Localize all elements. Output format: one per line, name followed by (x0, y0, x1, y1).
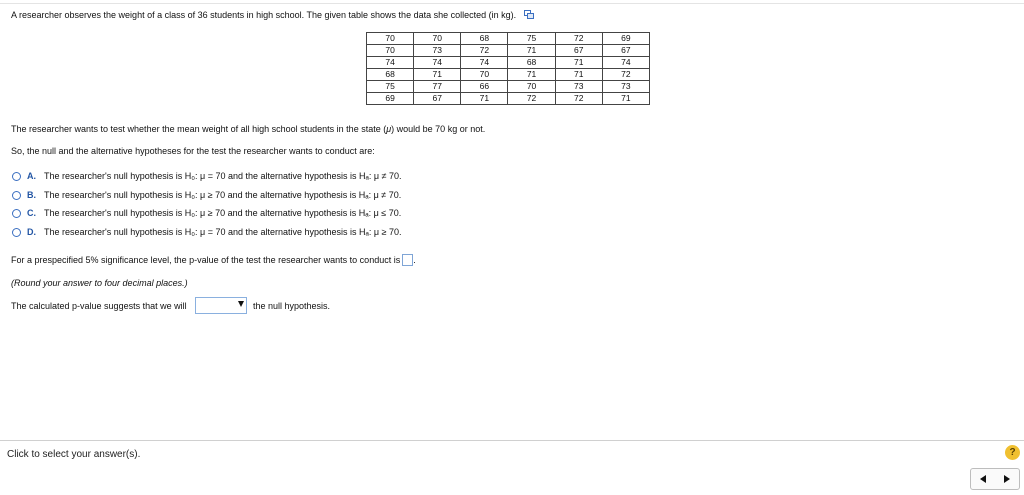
table-cell: 73 (602, 81, 649, 93)
table-cell: 74 (414, 57, 461, 69)
table-cell: 73 (414, 45, 461, 57)
answer-option-d[interactable] (12, 227, 402, 237)
table-row (367, 93, 650, 105)
table-cell: 68 (461, 33, 508, 45)
status-text: Click to select your answer(s). (7, 449, 141, 460)
table-row (367, 33, 650, 45)
previous-button[interactable] (973, 470, 993, 488)
table-cell: 74 (367, 57, 414, 69)
table-cell: 68 (367, 69, 414, 81)
test-description: The researcher wants to test whether the mean weight of all high school students in the state (μ) would be 70 kg or not. (11, 124, 486, 134)
table-cell: 71 (414, 69, 461, 81)
table-cell: 72 (555, 93, 602, 105)
table-cell: 70 (367, 33, 414, 45)
pvalue-input[interactable] (402, 254, 413, 266)
next-button[interactable] (997, 470, 1017, 488)
table-cell: 70 (414, 33, 461, 45)
table-row (367, 57, 650, 69)
left-arrow-icon (980, 475, 986, 483)
table-cell: 72 (461, 45, 508, 57)
option-letter: A. (27, 171, 36, 181)
option-letter: C. (27, 208, 36, 218)
option-text: The researcher's null hypothesis is H₀: μ = 70 and the alternative hypothesis is Hₐ: μ ≠ 70. (44, 171, 402, 181)
table-cell: 67 (414, 93, 461, 105)
right-arrow-icon (1004, 475, 1010, 483)
table-cell: 71 (461, 93, 508, 105)
radio-button[interactable] (12, 172, 21, 181)
table-row (367, 69, 650, 81)
table-cell: 70 (508, 81, 555, 93)
table-cell: 71 (602, 93, 649, 105)
table-cell: 68 (508, 57, 555, 69)
intro-sentence: A researcher observes the weight of a class of 36 students in high school. The given table shows the data she collected (in kg). (11, 10, 517, 20)
suggest-text-end: the null hypothesis. (253, 301, 331, 311)
round-note: (Round your answer to four decimal places.) (11, 278, 188, 288)
table-cell: 74 (461, 57, 508, 69)
intro-text (11, 10, 534, 21)
pvalue-prompt: For a prespecified 5% significance level, the p-value of the test the researcher wants to conduct is . (11, 255, 416, 265)
table-cell: 72 (602, 69, 649, 81)
table-cell: 71 (508, 45, 555, 57)
table-cell: 71 (508, 69, 555, 81)
suggest-text: The calculated p-value suggests that we will (11, 301, 187, 311)
table-cell: 70 (461, 69, 508, 81)
table-row (367, 45, 650, 57)
option-text: The researcher's null hypothesis is H₀: μ = 70 and the alternative hypothesis is Hₐ: μ ≥ 70. (44, 227, 402, 237)
table-cell: 70 (367, 45, 414, 57)
answer-option-c[interactable] (12, 208, 401, 218)
navigation-arrows (970, 468, 1020, 490)
table-cell: 75 (367, 81, 414, 93)
radio-button[interactable] (12, 191, 21, 200)
table-cell: 69 (367, 93, 414, 105)
option-letter: B. (27, 190, 36, 200)
option-text: The researcher's null hypothesis is H₀: μ ≥ 70 and the alternative hypothesis is Hₐ: μ ≤ 70. (44, 208, 402, 218)
radio-button[interactable] (12, 228, 21, 237)
answer-option-b[interactable] (12, 190, 401, 200)
answer-option-a[interactable] (12, 171, 402, 181)
table-cell: 72 (508, 93, 555, 105)
mu-symbol: μ (386, 124, 392, 134)
table-cell: 73 (555, 81, 602, 93)
option-letter: D. (27, 227, 36, 237)
table-cell: 72 (555, 33, 602, 45)
hypothesis-prompt: So, the null and the alternative hypotheses for the test the researcher wants to conduct are: (11, 146, 375, 156)
table-cell: 67 (555, 45, 602, 57)
table-cell: 74 (602, 57, 649, 69)
option-text: The researcher's null hypothesis is H₀: μ ≥ 70 and the alternative hypothesis is Hₐ: μ ≠ 70. (44, 190, 402, 200)
table-cell: 75 (508, 33, 555, 45)
radio-button[interactable] (12, 209, 21, 218)
table-cell: 66 (461, 81, 508, 93)
help-icon[interactable]: ? (1005, 445, 1020, 460)
table-cell: 69 (602, 33, 649, 45)
table-cell: 67 (602, 45, 649, 57)
reject-decision-select[interactable] (195, 297, 247, 314)
table-cell: 71 (555, 57, 602, 69)
footer-divider (0, 440, 1024, 441)
weight-data-table (366, 32, 650, 105)
dropdown-arrow-icon (238, 301, 244, 307)
copy-data-icon[interactable] (524, 10, 534, 21)
top-divider (0, 3, 1024, 4)
table-cell: 71 (555, 69, 602, 81)
table-row (367, 81, 650, 93)
table-cell: 77 (414, 81, 461, 93)
